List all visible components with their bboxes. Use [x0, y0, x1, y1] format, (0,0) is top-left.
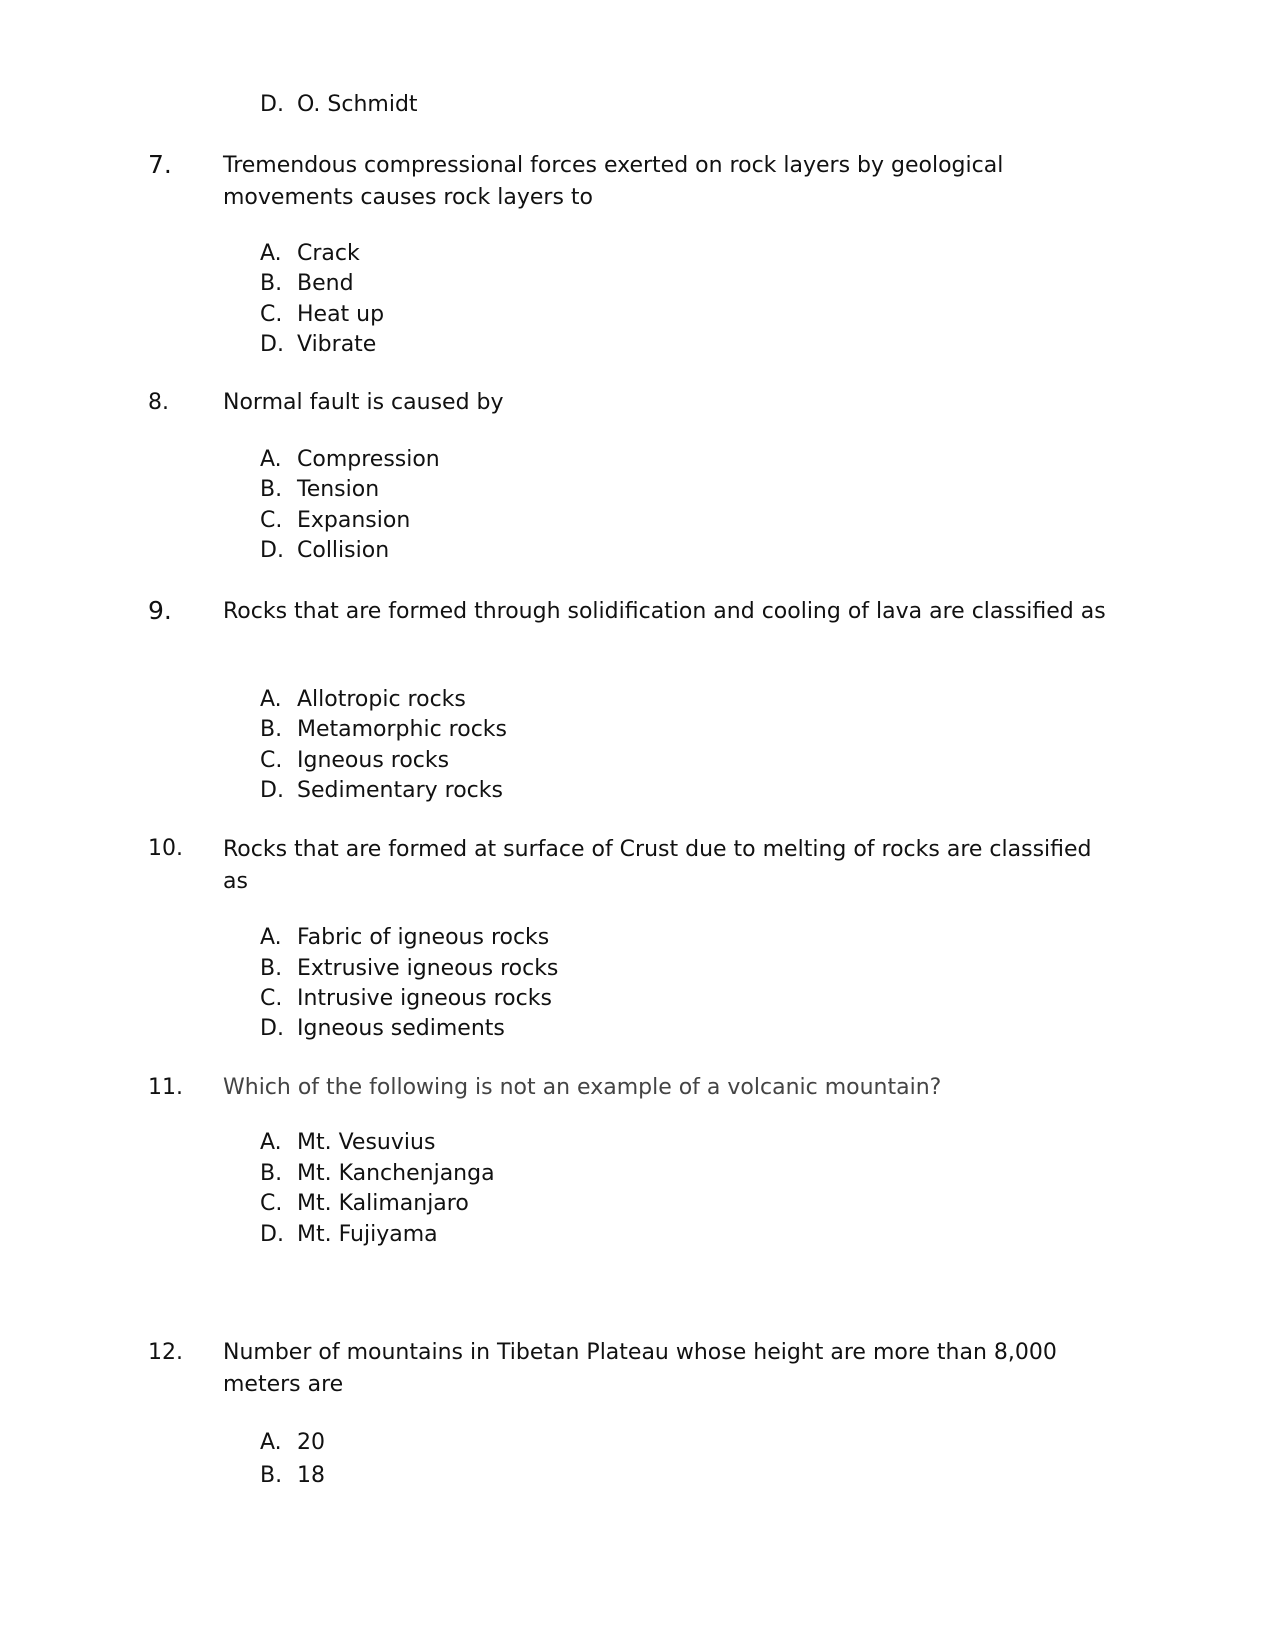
- option-letter: A.: [260, 925, 282, 950]
- option-text: Crack: [297, 241, 360, 266]
- option-text: Mt. Vesuvius: [297, 1130, 436, 1155]
- option-text: Bend: [297, 271, 354, 296]
- question-text: Rocks that are formed through solidification and cooling of lava are classified as: [223, 599, 1106, 624]
- option-letter: D.: [260, 538, 284, 563]
- option-item: [260, 239, 360, 269]
- option-item: [260, 1189, 469, 1219]
- question-text: Which of the following is not an example of a volcanic mountain?: [223, 1075, 942, 1100]
- option-item: [260, 1128, 435, 1158]
- option-item: [260, 984, 552, 1014]
- option-text: Metamorphic rocks: [297, 717, 507, 742]
- option-item: [260, 506, 410, 536]
- option-item: [260, 90, 418, 120]
- option-item: [260, 1159, 495, 1189]
- option-item: [260, 1428, 325, 1458]
- option-letter: D.: [260, 1016, 284, 1041]
- option-text: Igneous sediments: [297, 1016, 505, 1041]
- question-text: Normal fault is caused by: [223, 390, 504, 415]
- option-item: [260, 445, 440, 475]
- option-letter: A.: [260, 241, 282, 266]
- option-letter: C.: [260, 1191, 283, 1216]
- question-number: 11.: [148, 1075, 183, 1100]
- option-letter: B.: [260, 477, 283, 502]
- option-text: Collision: [297, 538, 390, 563]
- option-item: [260, 536, 389, 566]
- option-text: 18: [297, 1463, 325, 1488]
- question-number: 9.: [148, 596, 172, 625]
- option-item: [260, 1220, 438, 1250]
- option-letter: B.: [260, 271, 283, 296]
- option-letter: A.: [260, 447, 282, 472]
- option-text: Mt. Fujiyama: [297, 1222, 438, 1247]
- option-letter: B.: [260, 1463, 283, 1488]
- option-letter: B.: [260, 717, 283, 742]
- option-item: [260, 715, 507, 745]
- question-number: 10.: [148, 836, 183, 861]
- option-item: [260, 300, 384, 330]
- option-item: [260, 685, 466, 715]
- option-text: Igneous rocks: [297, 748, 450, 773]
- option-text: Vibrate: [297, 332, 377, 357]
- option-text: O. Schmidt: [297, 92, 418, 117]
- option-text: Sedimentary rocks: [297, 778, 503, 803]
- option-text: Tension: [297, 477, 380, 502]
- option-letter: D.: [260, 92, 284, 117]
- option-letter: D.: [260, 332, 284, 357]
- option-letter: A.: [260, 1130, 282, 1155]
- option-text: Mt. Kanchenjanga: [297, 1161, 495, 1186]
- option-item: [260, 776, 503, 806]
- option-item: [260, 1014, 505, 1044]
- option-text: 20: [297, 1430, 325, 1455]
- option-item: [260, 330, 376, 360]
- option-item: [260, 954, 558, 984]
- option-text: Mt. Kalimanjaro: [297, 1191, 469, 1216]
- option-text: Extrusive igneous rocks: [297, 956, 559, 981]
- option-text: Intrusive igneous rocks: [297, 986, 552, 1011]
- option-letter: B.: [260, 1161, 283, 1186]
- option-letter: C.: [260, 986, 283, 1011]
- option-letter: C.: [260, 748, 283, 773]
- option-letter: A.: [260, 687, 282, 712]
- option-item: [260, 746, 449, 776]
- option-letter: A.: [260, 1430, 282, 1455]
- question-number: 7.: [148, 150, 172, 179]
- option-text: Allotropic rocks: [297, 687, 466, 712]
- option-item: [260, 923, 549, 953]
- question-text: Tremendous compressional forces exerted on rock layers by geological movements causes rock layers to: [223, 153, 1004, 210]
- option-letter: D.: [260, 778, 284, 803]
- option-letter: C.: [260, 302, 283, 327]
- option-text: Compression: [297, 447, 440, 472]
- question-number: 8.: [148, 390, 169, 415]
- option-item: [260, 269, 354, 299]
- question-text: Rocks that are formed at surface of Crust due to melting of rocks are classified as: [223, 837, 1092, 894]
- question-number: 12.: [148, 1340, 183, 1365]
- option-letter: B.: [260, 956, 283, 981]
- option-letter: D.: [260, 1222, 284, 1247]
- option-letter: C.: [260, 508, 283, 533]
- option-item: [260, 1461, 325, 1491]
- option-text: Expansion: [297, 508, 411, 533]
- option-text: Fabric of igneous rocks: [297, 925, 550, 950]
- option-text: Heat up: [297, 302, 385, 327]
- question-text: Number of mountains in Tibetan Plateau whose height are more than 8,000 meters are: [223, 1340, 1057, 1397]
- option-item: [260, 475, 379, 505]
